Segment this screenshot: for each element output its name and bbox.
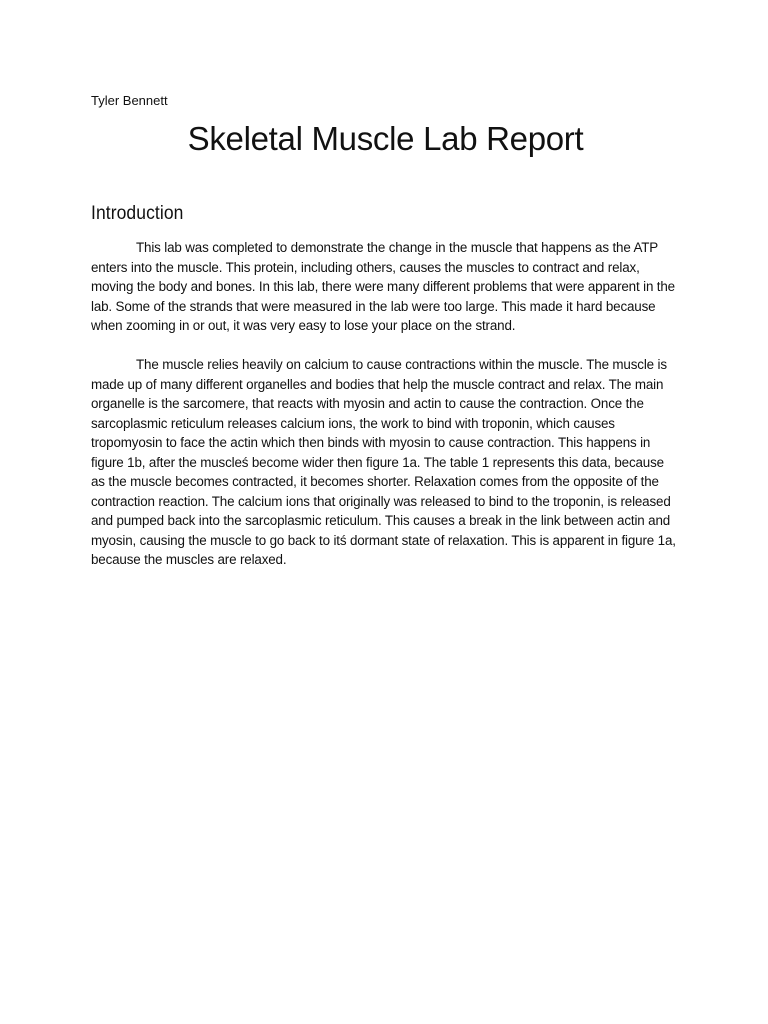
introduction-paragraph-2: The muscle relies heavily on calcium to cause contractions within the muscle. The muscle is made up of many different organelles and bodies that help the muscle contract and relax. The main organelle is the sarcomere, that reacts with myosin and actin to cause the contraction. Once the sarcoplasmic reticulum releases calcium ions, the work to bind with troponin, which causes tropomyosin to face the actin which then binds with myosin to cause contraction. This happens in figure 1b, after the muscleś become wider then figure 1a. The table 1 represents this data, because as the muscle becomes contracted, it becomes shorter. Relaxation comes from the opposite of the contraction reaction. The calcium ions that originally was released to bind to the troponin, is released and pumped back into the sarcoplasmic reticulum. This causes a break in the link between actin and myosin, causing the muscle to go back to itś dormant state of relaxation. This is apparent in figure 1a, because the muscles are relaxed. [91, 357, 676, 567]
document-title: Skeletal Muscle Lab Report [187, 120, 584, 157]
section-heading-introduction: Introduction [91, 203, 184, 224]
introduction-paragraph-1: This lab was completed to demonstrate the change in the muscle that happens as the ATP enters into the muscle. This protein, including others, causes the muscles to contract and relax, moving the body and bones. In this lab, there were many different problems that were apparent in the lab. Some of the strands that were measured in the lab were too large. This made it hard because when zooming in or out, it was very easy to lose your place on the strand. [91, 240, 675, 333]
introduction-section [91, 202, 680, 570]
author-name: Tyler Bennett [91, 93, 168, 108]
